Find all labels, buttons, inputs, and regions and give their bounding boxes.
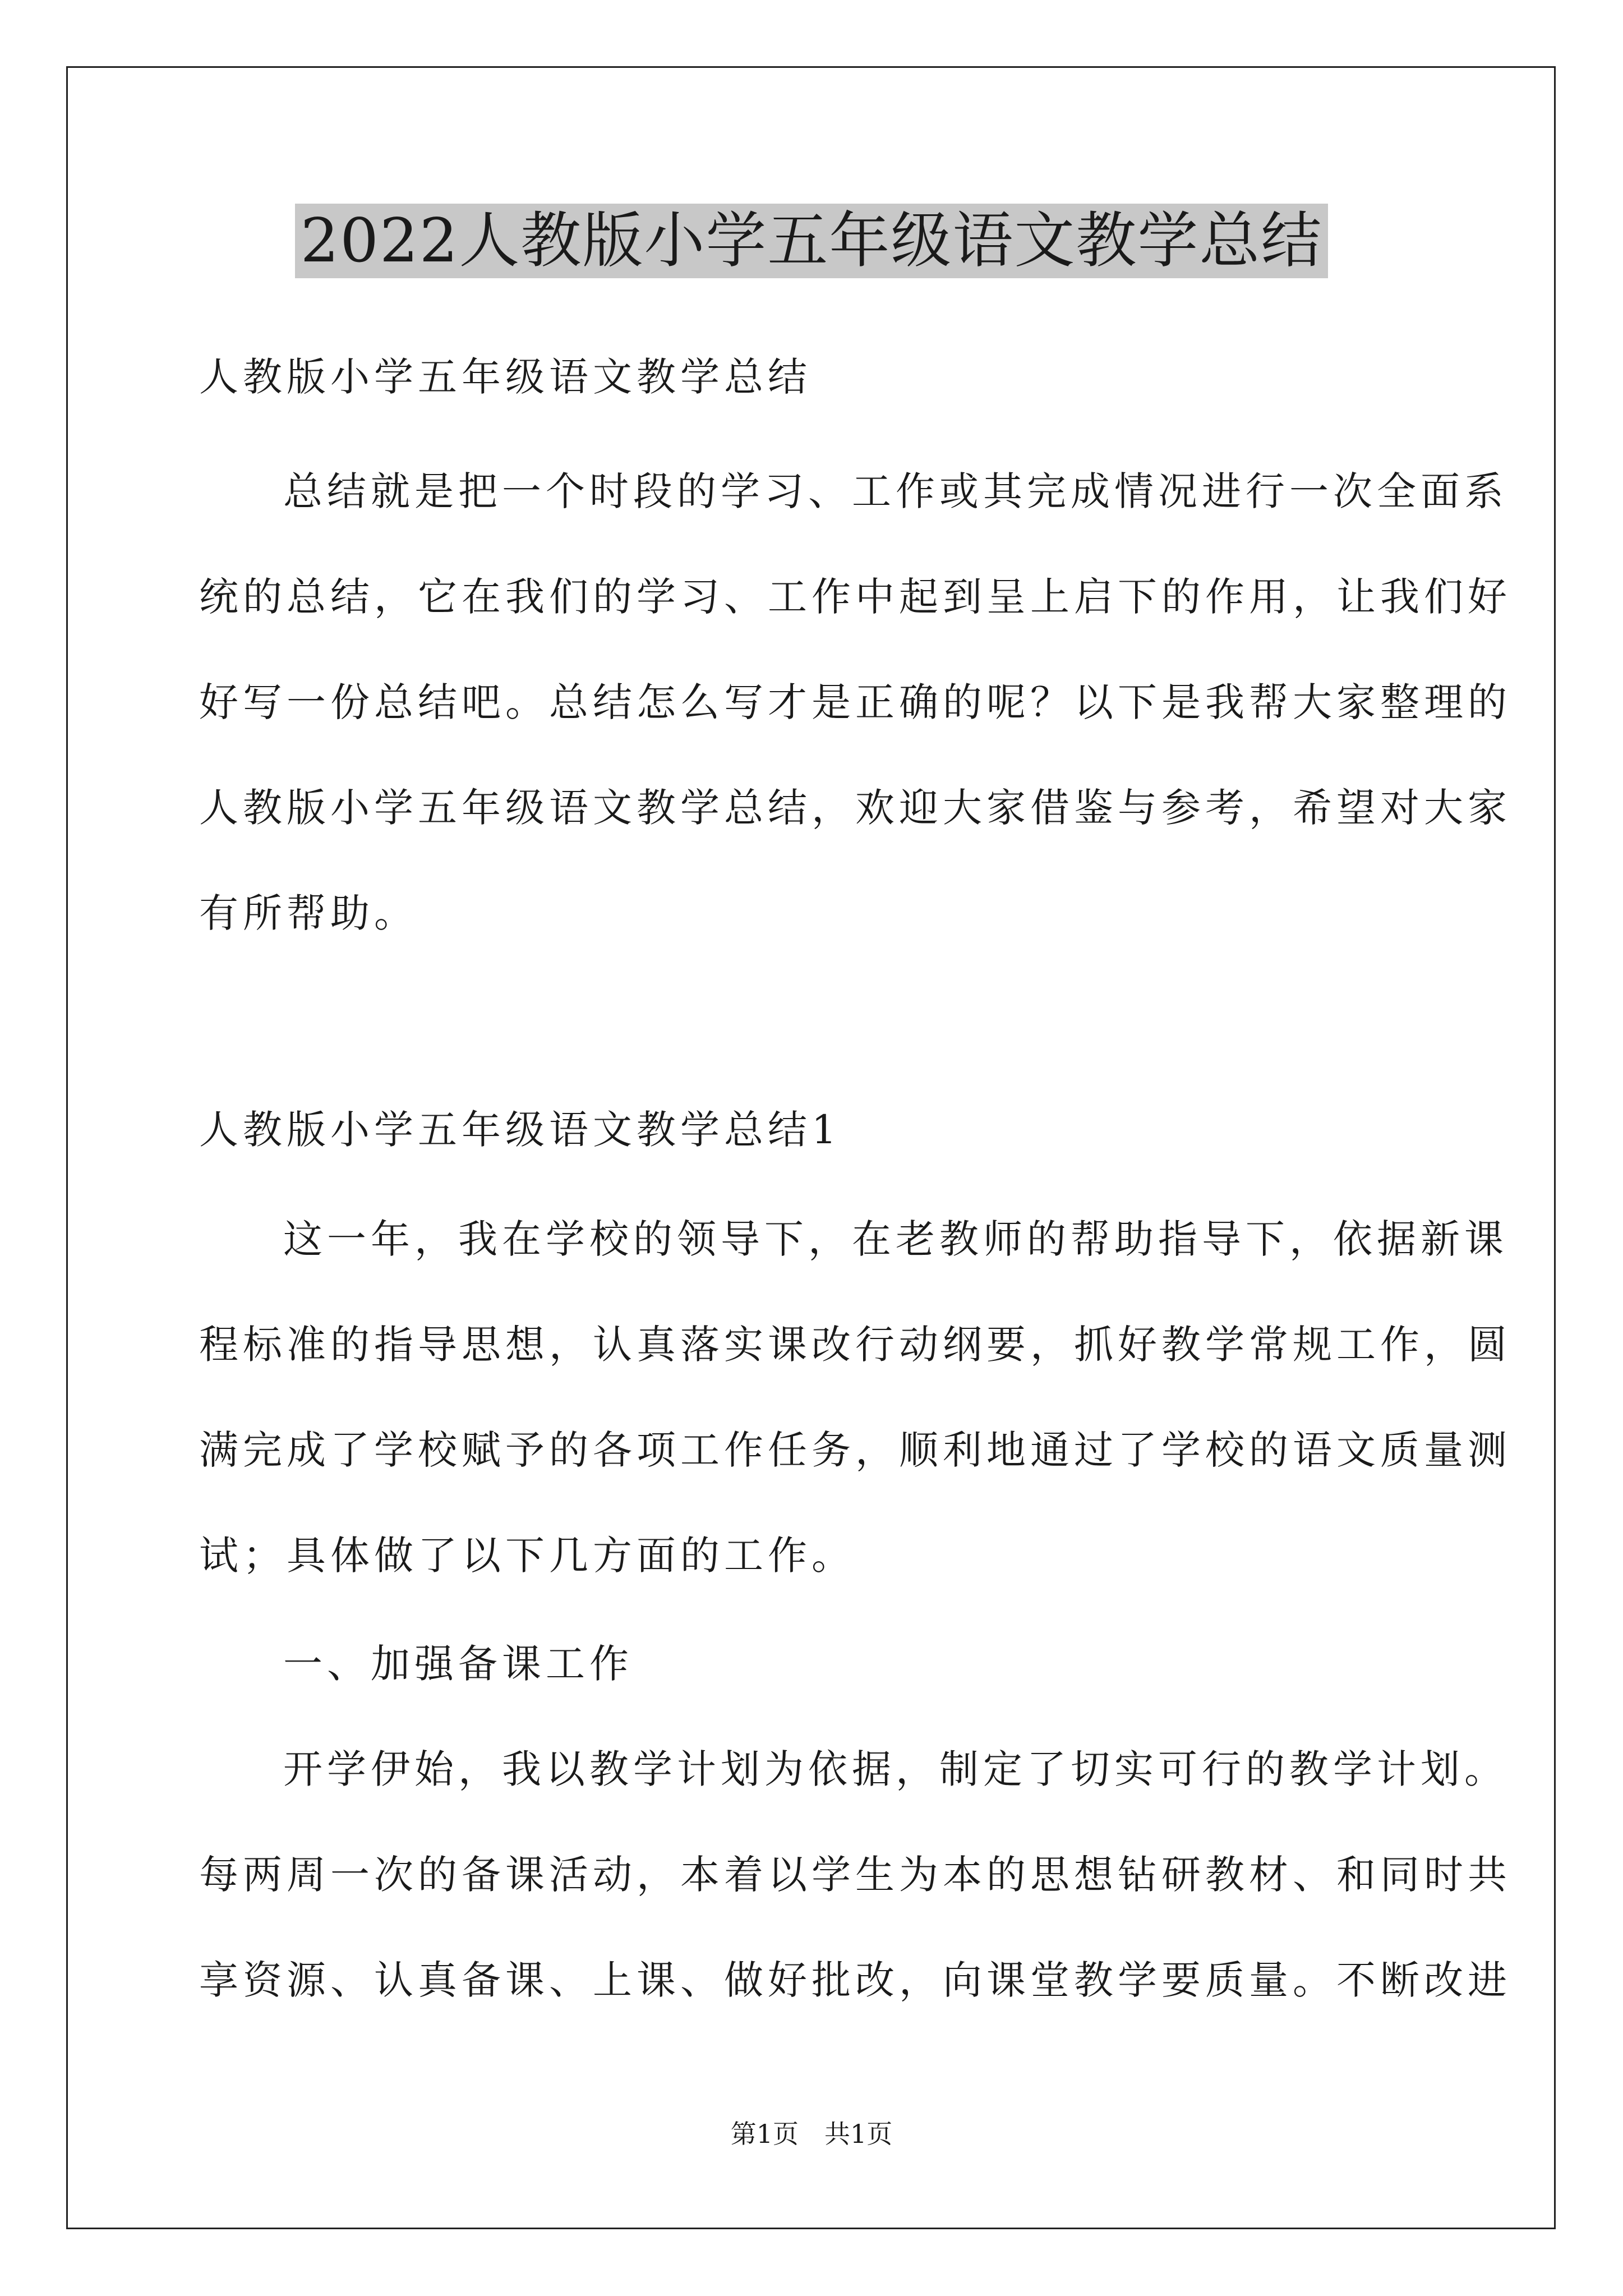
paragraph-line: 试；具体做了以下几方面的工作。: [199, 1533, 855, 1579]
document-title-text: 2022人教版小学五年级语文教学总结: [295, 204, 1329, 278]
subsection-paragraph: [199, 1717, 1511, 2033]
intro-line: 总结就是把一个时段的学习、工作或其完成情况进行一次全面系: [283, 468, 1508, 514]
section-heading-text: 人教版小学五年级语文教学总结1: [199, 1107, 841, 1153]
document-title: [0, 202, 1623, 280]
section-paragraph: [199, 1186, 1511, 1608]
subheading-text: 一、加强备课工作: [283, 1641, 633, 1687]
paragraph-line: 开学伊始，我以教学计划为依据，制定了切实可行的教学计划。: [283, 1746, 1508, 1792]
paragraph-line: 程标准的指导思想，认真落实课改行动纲要，抓好教学常规工作，圆: [199, 1322, 1511, 1368]
intro-line: 人教版小学五年级语文教学总结，欢迎大家借鉴与参考，希望对大家: [199, 785, 1511, 831]
intro-paragraph: [199, 439, 1511, 966]
page-number: 第1页: [730, 2119, 799, 2149]
paragraph-line: 这一年，我在学校的领导下，在老教师的帮助指导下，依据新课: [283, 1216, 1508, 1262]
intro-line: 好写一份总结吧。总结怎么写才是正确的呢？以下是我帮大家整理的: [199, 679, 1511, 725]
page-footer: [0, 2117, 1623, 2151]
subheading: [199, 1611, 1433, 1717]
paragraph-line: 享资源、认真备课、上课、做好批改，向课堂教学要质量。不断改进: [199, 1957, 1511, 2003]
document-subtitle: [199, 324, 1433, 430]
paragraph-line: 满完成了学校赋予的各项工作任务，顺利地通过了学校的语文质量测: [199, 1427, 1511, 1473]
subtitle-text: 人教版小学五年级语文教学总结: [199, 354, 811, 400]
intro-line: 有所帮助。: [199, 890, 418, 936]
page-total: 共1页: [824, 2119, 893, 2149]
paragraph-line: 每两周一次的备课活动，本着以学生为本的思想钻研教材、和同时共: [199, 1852, 1511, 1898]
intro-line: 统的总结，它在我们的学习、工作中起到呈上启下的作用，让我们好: [199, 574, 1511, 620]
section-heading: [199, 1077, 1433, 1182]
